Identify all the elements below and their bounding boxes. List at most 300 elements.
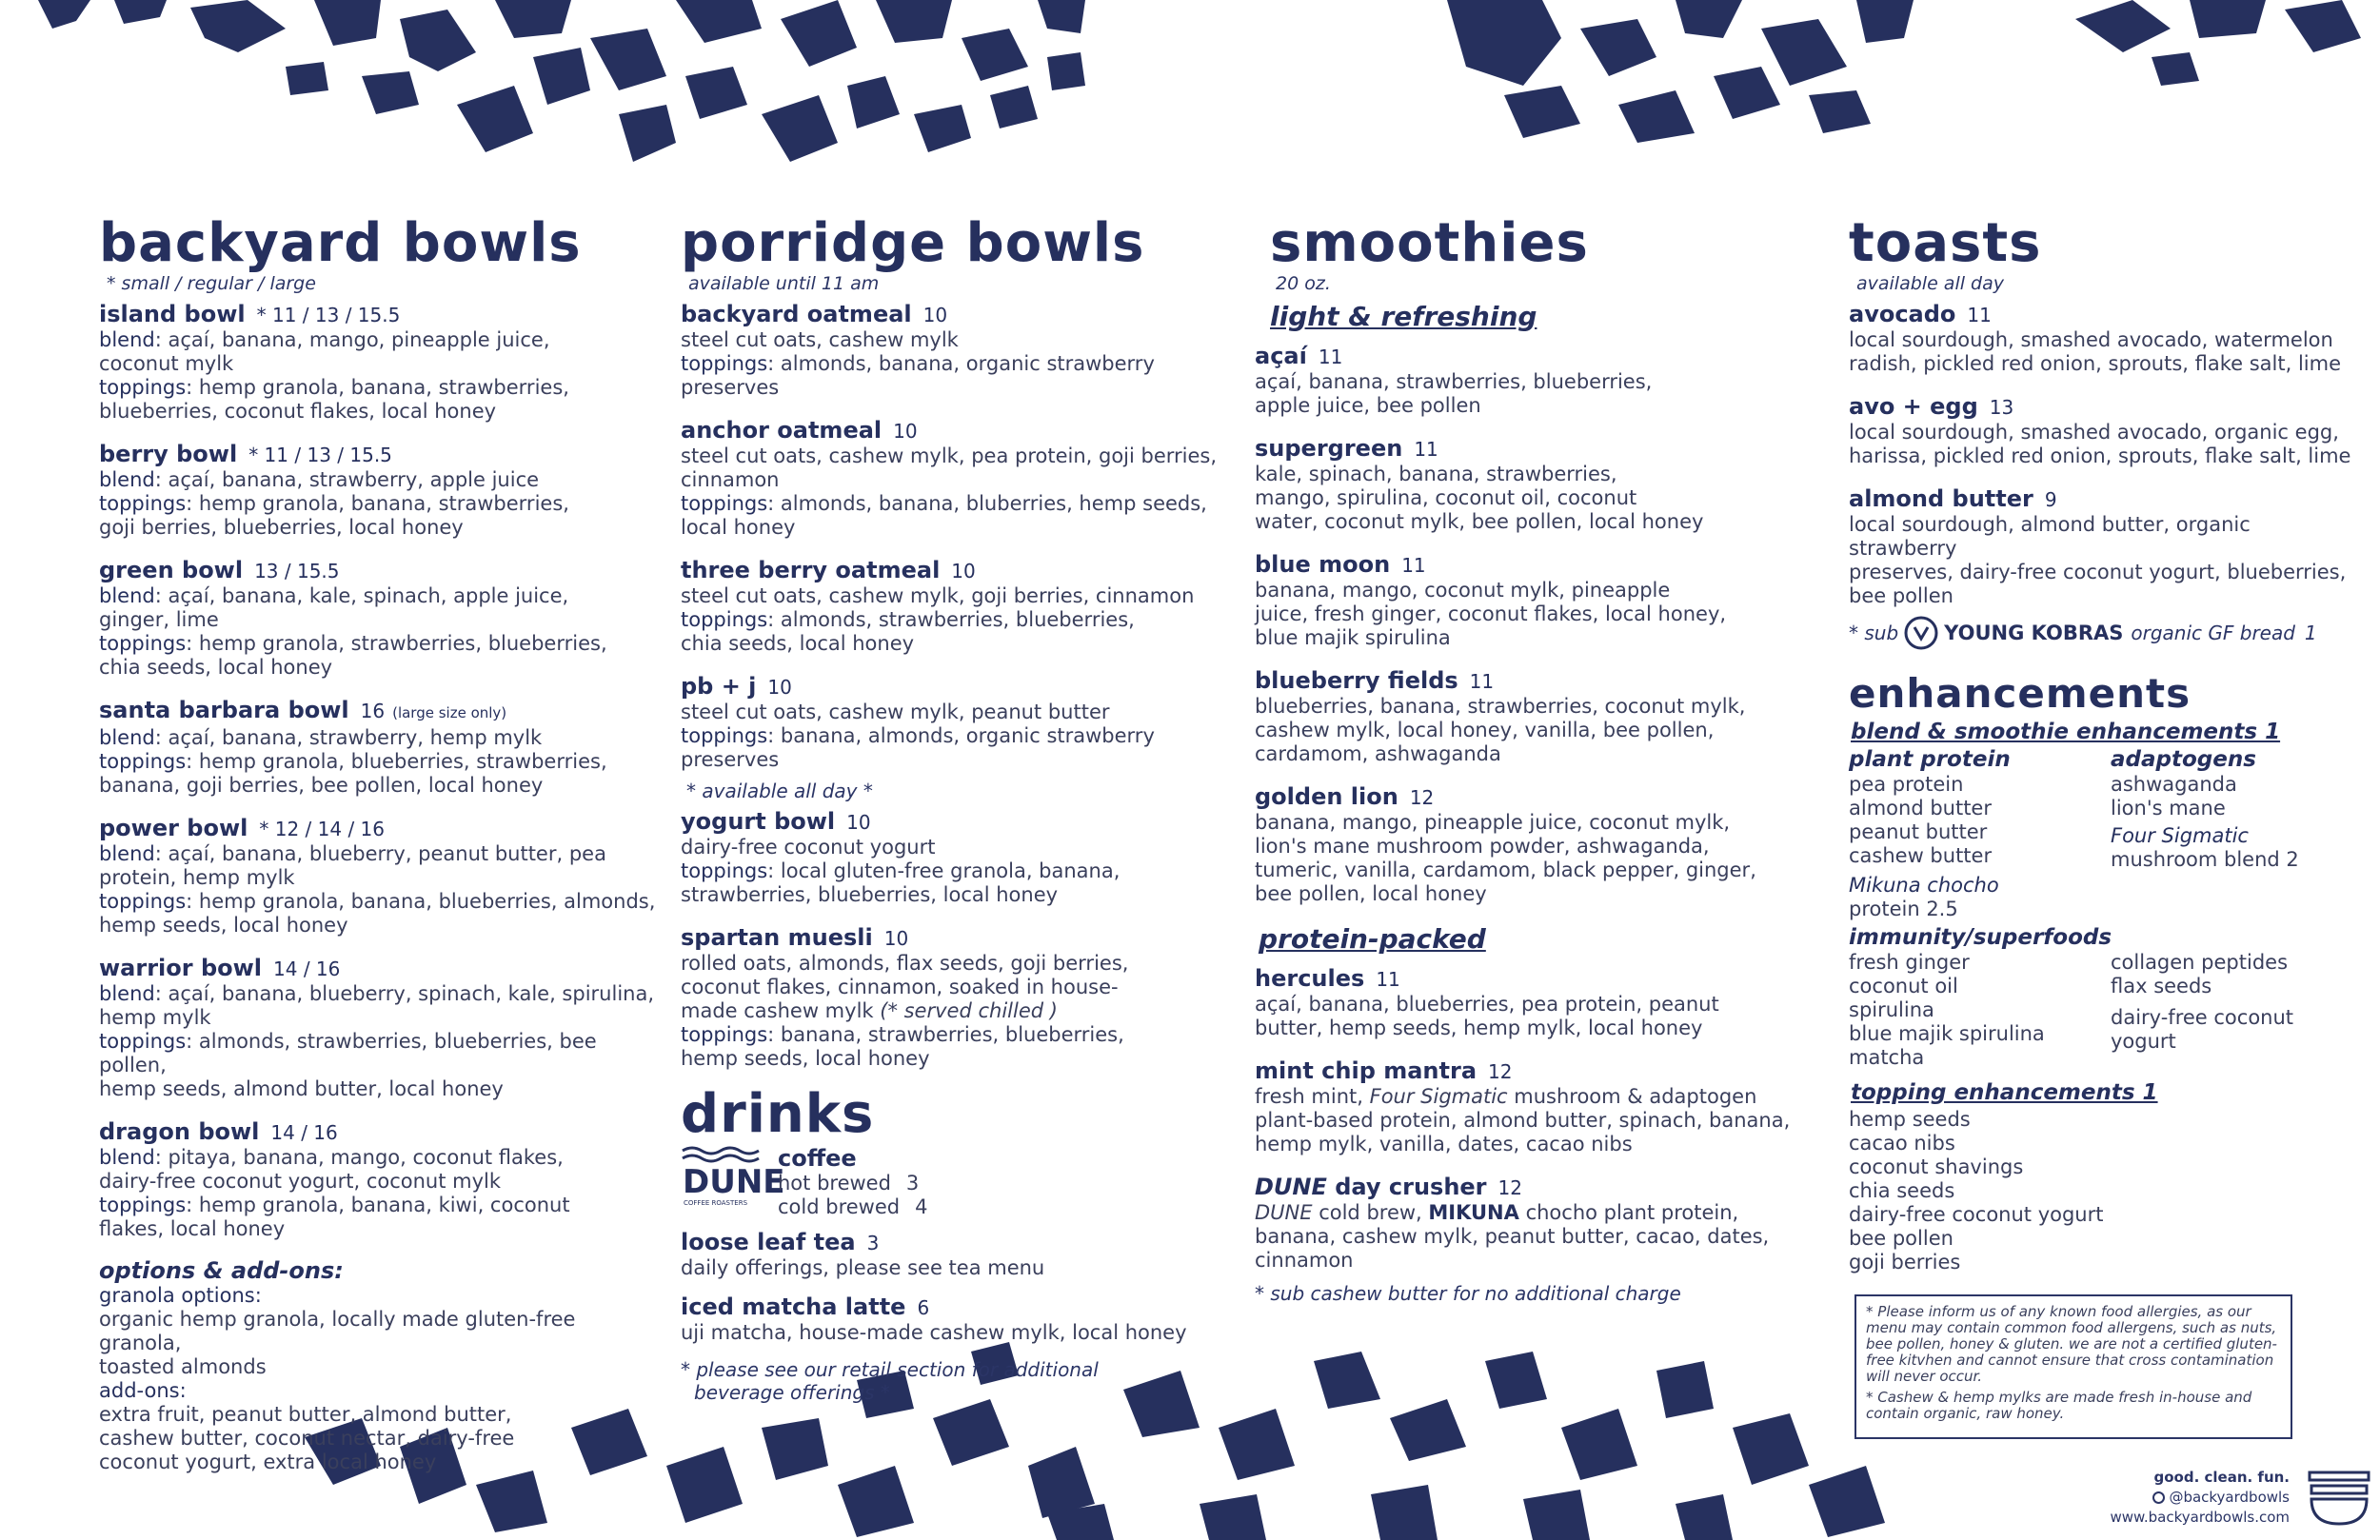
item-price: * 12 / 14 / 16 [259,818,385,840]
menu-item [99,441,656,540]
item-line [99,632,656,656]
addon-line: cashew butter, coconut nectar, dairy-free [99,1427,515,1450]
item-line: uji matcha, house-made cashew mylk, local honey [681,1321,1187,1344]
brand-text: MIKUNA [1428,1201,1519,1224]
dune-logo-icon [681,1145,785,1208]
item-line [99,842,656,866]
item-line: butter, hemp seeds, hemp mylk, local honey [1255,1017,1703,1039]
item-name: blue moon [1255,551,1391,578]
item-line [99,726,656,750]
item-text: chia seeds, local honey [99,656,333,679]
toppings-label: toppings [99,632,187,655]
addon-line: extra fruit, peanut butter, almond butter, [99,1403,512,1426]
item-line: cardamom, ashwaganda [1255,742,1501,765]
item-name: supergreen [1255,435,1403,462]
toppings-label: toppings [681,724,768,747]
option-line: toasted almonds [99,1355,267,1378]
backyard-bowls-section [99,212,656,1474]
item-text: steel cut oats, cashew mylk [681,328,959,351]
item-text: local honey [681,516,796,539]
enhancement-item: dairy-free coconut [2111,1006,2294,1029]
brand-text: Four Sigmatic [2111,824,2249,847]
item-price: * 11 / 13 / 15.5 [256,304,401,326]
item-price: 11 [1414,438,1438,461]
porridge-all-day-list [681,808,1242,907]
toppings-label: toppings [681,859,768,882]
item-line [681,468,1242,492]
item-line [681,584,1242,608]
item-header [99,1118,656,1146]
topping-item: cacao nibs [1849,1132,1955,1155]
toasts-title: toasts [1849,212,2042,274]
item-line [99,774,656,798]
enhancement-item: peanut butter [1849,820,1988,843]
coffee-option-name: hot brewed [778,1172,891,1194]
item-header [99,955,656,982]
item-line [99,328,656,352]
item-price: 11 [1401,554,1426,577]
item-header [1255,435,1802,463]
menu-item [681,1293,1242,1345]
item-line [681,328,1242,352]
backyard-bowls-title: backyard bowls [99,212,582,274]
item-name: santa barbara bowl [99,697,349,723]
item-line [681,836,1242,859]
item-line [681,608,1242,632]
enhancement-item: lion's mane [2111,797,2226,819]
menu-item [681,808,1242,907]
item-line [99,516,656,540]
light-smoothies-list [1255,343,1802,906]
item-line [681,724,1242,748]
topping-item: dairy-free coconut yogurt [1849,1203,2104,1226]
menu-item [681,557,1242,656]
menu-item [681,417,1242,540]
item-line: : banana, strawberries, blueberries, [767,1023,1124,1046]
item-line: juice, fresh ginger, coconut flakes, local honey, [1255,602,1727,625]
item-price: 10 [922,304,948,326]
drinks-title: drinks [681,1083,875,1145]
item-line [99,656,656,680]
instagram-icon [2152,1491,2165,1504]
blend-enhancements [1849,747,2363,921]
item-price: 11 [1318,346,1343,368]
item-name: iced matcha latte [681,1293,906,1320]
item-line [99,376,656,400]
enhancement-item: fresh ginger [1849,951,1970,974]
item-name: warrior bowl [99,955,263,981]
coffee-block [681,1145,1242,1219]
blend-label: blend [99,726,155,749]
toppings-label: toppings [99,376,187,399]
item-line [681,352,1242,376]
item-line [681,444,1242,468]
website-link[interactable]: www.backyardbowls.com [2110,1509,2290,1526]
item-name: backyard oatmeal [681,301,912,327]
instagram-handle[interactable]: @backyardbowls [2169,1489,2290,1506]
item-price: 11 [1967,304,1992,326]
item-text: hemp seeds, almond butter, local honey [99,1077,504,1100]
item-text: ginger, lime [99,608,219,631]
item-line: plant-based protein, almond butter, spinach, banana, [1255,1109,1791,1132]
topping-enhancements-list [1849,1108,2363,1274]
porridge-bowls-section [681,212,1242,1404]
menu-item [99,697,656,798]
blend-label: blend [99,1146,155,1169]
item-text: : hemp granola, blueberries, strawberries, [186,750,607,773]
item-name: golden lion [1255,783,1398,810]
smoothies-section [1255,212,1802,1305]
item-line [99,584,656,608]
item-header [99,697,656,726]
menu-item [1255,551,1802,650]
item-line: hemp mylk, vanilla, dates, cacao nibs [1255,1133,1633,1155]
item-price: 12 [1488,1060,1513,1083]
item-price: 6 [917,1296,930,1319]
item-text: : local gluten-free granola, banana, [767,859,1121,882]
item-name: almond butter [1849,485,2033,512]
item-price: 10 [767,676,792,699]
adaptogens-heading: adaptogens [2111,747,2256,772]
addons-list [99,1403,656,1474]
item-text: preserves [681,376,780,399]
coffee-option-price: 4 [915,1195,928,1218]
item-price: 14 / 16 [270,1121,338,1144]
item-line: banana, mango, coconut mylk, pineapple [1255,579,1671,602]
item-header [99,815,656,842]
item-name: spartan muesli [681,924,873,951]
young-kobras-logo-icon [1904,616,1938,650]
item-header [99,441,656,468]
coffee-option-name: cold brewed [778,1195,901,1218]
granola-options-list [99,1308,656,1379]
item-name: blueberry fields [1255,667,1458,694]
granola-options-label: granola options: [99,1284,262,1307]
item-line [681,376,1242,400]
blend-enhancements-heading: blend & smoothie enhancements 1 [1851,720,2281,744]
item-price: 3 [866,1232,880,1254]
menu-item [99,557,656,680]
enhancements-title: enhancements [1849,670,2192,717]
item-text: strawberries, blueberries, local honey [681,883,1059,906]
available-all-day-note: * available all day * [686,780,873,802]
menu-item [681,301,1242,400]
item-line [99,608,656,632]
item-header [681,417,1242,444]
item-name: pb + j [681,673,757,700]
item-header [1849,393,2363,421]
toppings-label: toppings [99,750,187,773]
item-line: bee pollen, local honey [1255,882,1487,905]
item-text: : açaí, banana, kale, spinach, apple juice, [154,584,569,607]
enhancement-item: flax seeds [2111,975,2212,997]
toppings-label: toppings [681,1023,768,1046]
menu-item [99,955,656,1101]
addon-line: coconut yogurt, extra local honey [99,1451,437,1473]
coffee-option [778,1195,927,1219]
menu-item [99,301,656,424]
item-text: coconut mylk [99,352,234,375]
menu-item [1255,343,1802,418]
item-name: anchor oatmeal [681,417,883,444]
item-header [1849,485,2363,513]
item-price: 9 [2044,488,2057,511]
toppings-label: toppings [681,608,768,631]
item-line [99,1194,656,1217]
menu-item [1255,1057,1802,1156]
item-line: apple juice, bee pollen [1255,394,1481,417]
tagline: good. clean. fun. [2153,1469,2290,1486]
coffee-option-price: 3 [905,1172,920,1194]
dune-logo-text: DUNE [683,1163,785,1201]
dune-logo-sub: COFFEE ROASTERS [684,1199,748,1207]
menu-item [1255,435,1802,534]
toppings-label: toppings [681,352,768,375]
enhancement-item: ashwaganda [2111,773,2237,796]
options-title: options & add-ons: [99,1257,344,1284]
item-text: : açaí, banana, blueberry, peanut butter, pea [154,842,606,865]
toppings-label: toppings [99,1030,187,1053]
item-header [99,557,656,584]
item-text: : hemp granola, banana, strawberries, [186,492,569,515]
item-price: 13 [1989,396,2014,419]
item-line: banana, mango, pineapple juice, coconut mylk, [1255,811,1731,834]
item-line: mushroom & adaptogen [1507,1085,1757,1108]
menu-item [681,924,1242,1071]
menu-item [681,673,1242,772]
light-refreshing-heading: light & refreshing [1270,301,1537,332]
item-line: blue majik spirulina [1255,626,1451,649]
topping-enhancements-heading: topping enhancements 1 [1851,1080,2158,1105]
menu-item [1255,783,1802,906]
item-text: : almonds, strawberries, blueberries, [767,608,1135,631]
item-price: 10 [846,811,871,834]
blend-label: blend [99,842,155,865]
coffee-option [778,1172,927,1195]
item-price: 10 [883,927,909,950]
item-line: rolled oats, almonds, flax seeds, goji berries, [681,952,1129,975]
item-line: harissa, pickled red onion, sprouts, flake salt, lime [1849,444,2351,467]
topping-item: chia seeds [1849,1179,1955,1202]
item-text: : pitaya, banana, mango, coconut flakes, [154,1146,564,1169]
item-header [99,301,656,328]
item-name: power bowl [99,815,248,841]
item-line [681,859,1242,883]
toppings-label: toppings [99,1194,187,1216]
porridge-bowls-subtitle: available until 11 am [688,273,880,294]
item-text: dairy-free coconut yogurt [681,836,936,859]
bowl-stack-logo-icon [2306,1461,2372,1528]
coffee-name: coffee [778,1145,857,1172]
item-text: goji berries, blueberries, local honey [99,516,464,539]
menu-item [1849,301,2363,376]
item-line: cinnamon [1255,1249,1354,1272]
item-text: cinnamon [681,468,780,491]
item-text: : hemp granola, banana, kiwi, coconut [186,1194,570,1216]
item-line [99,1006,656,1030]
brand-text: Four Sigmatic [1369,1085,1508,1108]
item-header [1255,551,1802,579]
item-price: 14 / 16 [273,958,341,980]
enhancement-item: cashew butter [1849,844,1993,867]
item-line: bee pollen [1849,584,1954,607]
item-header [1849,301,2363,328]
allergy-text: * Please inform us of any known food allergies, as our menu may contain common food allergens, such as nuts, bee pollen, honey & gluten. we are not a certified gluten-free kitvhen and cannot ensure that cross contamination will never occur. [1866,1303,2277,1385]
item-note: (large size only) [392,704,507,721]
item-text: banana, goji berries, bee pollen, local honey [99,774,544,797]
item-line: açaí, banana, strawberries, blueberries, [1255,370,1653,393]
sub-cashew-note: * sub cashew butter for no additional charge [1255,1282,1681,1305]
item-name: avocado [1849,301,1956,327]
coffee-options [778,1172,927,1219]
item-line [681,516,1242,540]
sub-suffix: organic GF bread [2131,622,2295,644]
item-line [99,400,656,424]
sub-prefix: * sub [1849,622,1899,644]
protein-packed-heading: protein-packed [1259,923,1486,955]
item-header [1255,343,1802,370]
item-name: dragon bowl [99,1118,260,1145]
menu-item [1255,667,1802,766]
served-chilled-note: (* served chilled ) [880,999,1058,1022]
item-line: kale, spinach, banana, strawberries, [1255,463,1617,485]
toasts-list [1849,301,2363,608]
item-line [99,1170,656,1194]
brand-text: Mikuna chocho [1849,874,1999,897]
item-name: mint chip mantra [1255,1057,1478,1084]
brand-text: DUNE [1255,1174,1327,1200]
item-header [681,301,1242,328]
item-line: water, coconut mylk, bee pollen, local honey [1255,510,1704,533]
footer [2110,1468,2290,1528]
allergy-notice [1854,1294,2292,1439]
item-text: hemp mylk [99,1006,211,1029]
item-line [99,866,656,890]
item-line [99,1146,656,1170]
item-line [99,1077,656,1101]
menu-item [1849,485,2363,608]
item-line: hemp seeds, local honey [681,1047,930,1070]
item-text: : hemp granola, banana, blueberries, almonds, [186,890,656,913]
options-addons [99,1258,656,1474]
item-name: avo + egg [1849,393,1978,420]
item-name: yogurt bowl [681,808,836,835]
mylk-note: * Cashew & hemp mylks are made fresh in-house and contain organic, raw honey. [1866,1389,2252,1422]
porridge-list [681,301,1242,772]
item-line [99,352,656,376]
item-line [99,890,656,914]
enhancement-item: yogurt [2111,1030,2176,1053]
item-line [99,750,656,774]
immunity-heading: immunity/superfoods [1849,925,2112,950]
item-text: steel cut oats, cashew mylk, peanut butter [681,701,1110,723]
item-line: local sourdough, smashed avocado, organic egg, [1849,421,2339,444]
topping-item: bee pollen [1849,1227,1954,1250]
item-line [681,701,1242,724]
item-line [99,492,656,516]
immunity-enhancements [1849,951,2363,1070]
plant-protein-heading: plant protein [1849,747,2011,772]
retail-note: * please see our retail section for additional [681,1358,1099,1381]
item-line: radish, pickled red onion, sprouts, flake salt, lime [1849,352,2342,375]
smoothies-subtitle: 20 oz. [1276,273,1331,294]
item-text: : almonds, banana, bluberries, hemp seeds, [767,492,1207,515]
blend-label: blend [99,328,155,351]
menu-item [1849,393,2363,468]
item-header [681,808,1242,836]
item-price: 11 [1376,968,1400,991]
enhancement-item: matcha [1849,1046,1925,1069]
item-price: 10 [893,420,918,443]
item-name: three berry oatmeal [681,557,941,583]
item-line [99,914,656,938]
item-line: made cashew mylk [681,999,881,1022]
blend-label: blend [99,982,155,1005]
topping-item: coconut shavings [1849,1155,2024,1178]
item-line: coconut flakes, cinnamon, soaked in house- [681,976,1119,998]
gf-bread-sub [1849,616,2363,650]
item-line [681,492,1242,516]
item-text: chia seeds, local honey [681,632,915,655]
item-text: : almonds, banana, organic strawberry [767,352,1155,375]
item-text: : açaí, banana, strawberry, apple juice [154,468,540,491]
item-price: * 11 / 13 / 15.5 [248,444,392,466]
adaptogens-list [2111,773,2363,820]
menu-item [99,1118,656,1241]
item-price: 16 [360,700,386,722]
item-text: : almonds, strawberries, blueberries, bee pollen, [99,1030,597,1076]
item-text: blueberries, coconut flakes, local honey [99,400,497,423]
toppings-label: toppings [99,492,187,515]
enhancement-item: spirulina [1849,998,1934,1021]
enhancement-item: collagen peptides [2111,951,2289,974]
toppings-label: toppings [681,492,768,515]
item-text: steel cut oats, cashew mylk, goji berries, cinnamon [681,584,1195,607]
item-line: blueberries, banana, strawberries, coconut mylk, [1255,695,1746,718]
enhancement-item: blue majik spirulina [1849,1022,2045,1045]
item-name: loose leaf tea [681,1229,856,1255]
item-header [1255,667,1802,695]
item-line: banana, cashew mylk, peanut butter, cacao, dates, [1255,1225,1770,1248]
blend-label: blend [99,468,155,491]
sub-price: 1 [2304,622,2317,644]
item-line: mango, spirulina, coconut oil, coconut [1255,486,1637,509]
enhancement-item: mushroom blend 2 [2111,848,2299,871]
menu-item [1255,965,1802,1040]
menu-item [681,1229,1242,1280]
item-name: hercules [1255,965,1365,992]
item-line: cashew mylk, local honey, vanilla, bee pollen, [1255,719,1715,741]
item-text: hemp seeds, local honey [99,914,348,937]
item-line: açaí, banana, blueberries, pea protein, peanut [1255,993,1719,1016]
backyard-bowls-list [99,301,656,1241]
item-line: fresh mint, [1255,1085,1370,1108]
item-name: berry bowl [99,441,238,467]
item-text: preserves [681,748,780,771]
item-line: lion's mane mushroom powder, ashwaganda, [1255,835,1710,858]
item-text: : açaí, banana, mango, pineapple juice, [154,328,550,351]
addons-label: add-ons: [99,1379,187,1402]
enhancement-item: coconut oil [1849,975,1958,997]
item-header [1255,783,1802,811]
item-price: 13 / 15.5 [254,560,340,582]
porridge-bowls-title: porridge bowls [681,212,1145,274]
menu-item [1255,1174,1802,1273]
item-line: cold brew, [1312,1201,1429,1224]
toasts-section [1849,212,2363,1274]
item-line [681,632,1242,656]
item-line [99,468,656,492]
